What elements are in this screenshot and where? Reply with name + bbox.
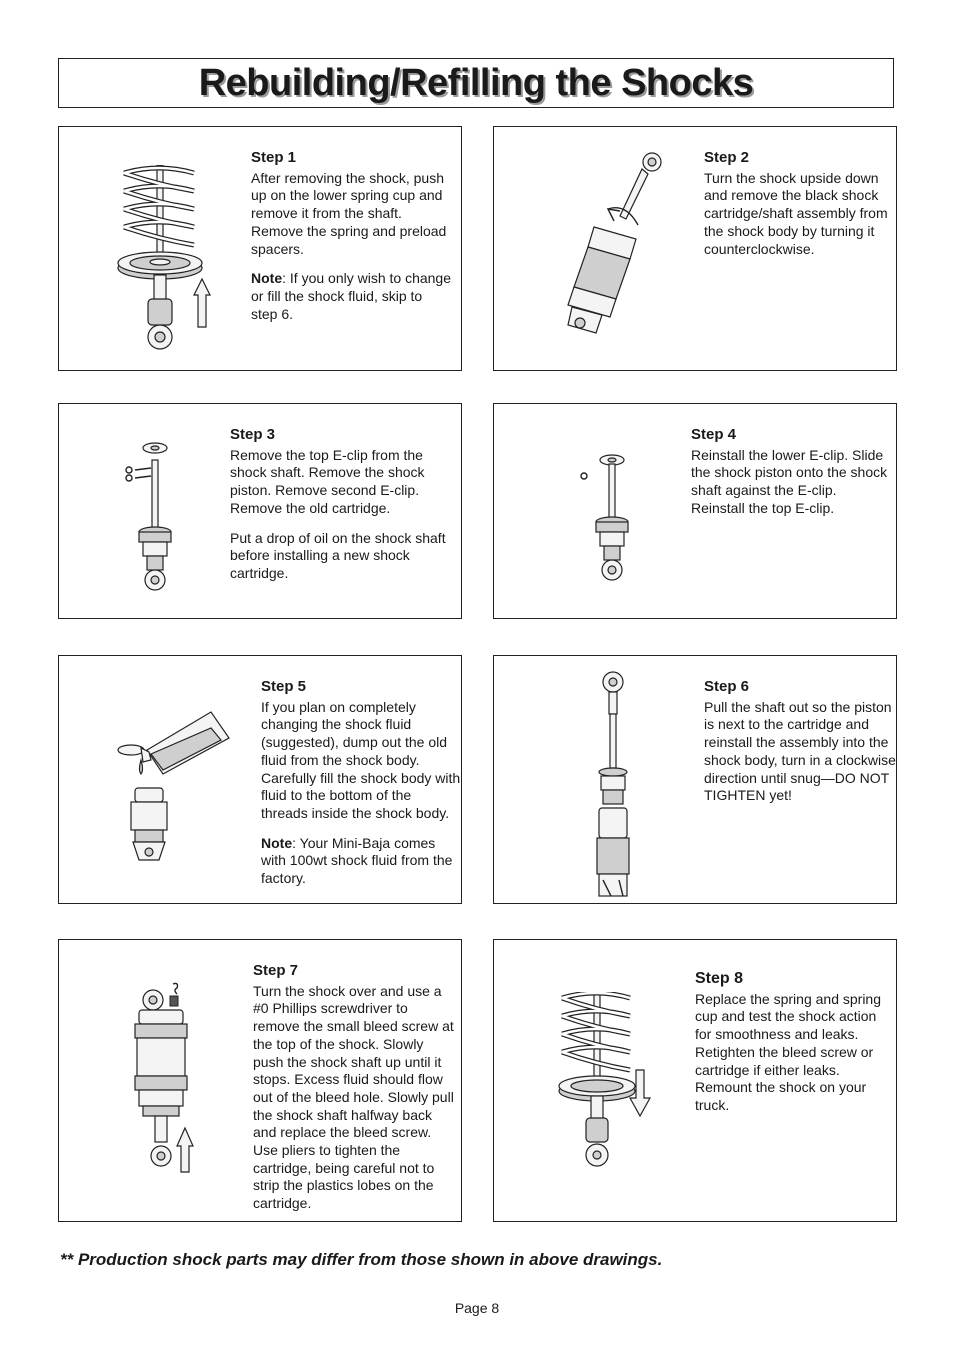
step-1-body: After removing the shock, push up on the lower spring cup and remove it from the shaft. Remove the spring and preload spacers. bbox=[251, 169, 447, 257]
step-6-body: Pull the shaft out so the piston is next to the cartridge and reinstall the assembly into the shock body, turn in a clockwise direction until snug—DO NOT TIGHTEN yet! bbox=[704, 698, 896, 804]
step-3-extra: Put a drop of oil on the shock shaft before installing a new shock cartridge. bbox=[230, 529, 446, 581]
spring-replace-illustration bbox=[556, 992, 666, 1187]
step-5-body: If you plan on completely changing the shock fluid (suggested), dump out the old fluid from the shock body. Carefully fill the shock body with fluid to the bottom of the threads inside the shock body. bbox=[261, 698, 461, 821]
step-5-text bbox=[261, 678, 461, 888]
step-6-text bbox=[704, 678, 896, 805]
step-3-text bbox=[230, 426, 455, 583]
cartridge-removal-illustration bbox=[554, 147, 664, 342]
step-6-heading: Step 6 bbox=[704, 678, 750, 695]
step-5-panel bbox=[58, 655, 462, 904]
step-2-text bbox=[704, 149, 894, 258]
step-2-panel bbox=[493, 126, 897, 371]
arrow-up-icon bbox=[194, 279, 210, 327]
step-5-note-label: Note bbox=[261, 834, 293, 851]
spring-removal-illustration bbox=[114, 165, 274, 360]
step-1-heading: Step 1 bbox=[251, 149, 297, 166]
step-7-heading: Step 7 bbox=[253, 962, 299, 979]
piston-install-illustration bbox=[576, 450, 646, 590]
step-5-note bbox=[261, 835, 461, 888]
step-4-text bbox=[691, 426, 891, 518]
bleed-screw-illustration bbox=[129, 980, 209, 1180]
step-1-text bbox=[251, 149, 451, 323]
title-box bbox=[58, 58, 894, 108]
page-title: Rebuilding/Refilling the Shocks bbox=[198, 61, 754, 104]
assembly-install-illustration bbox=[589, 668, 649, 900]
step-8-heading: Step 8 bbox=[695, 970, 744, 987]
step-1-note-text: : If you only wish to change or fill the shock fluid, skip to step 6. bbox=[251, 270, 451, 322]
step-8-panel bbox=[493, 939, 897, 1222]
step-2-body: Turn the shock upside down and remove the black shock cartridge/shaft assembly from the shock body by turning it counterclockwise. bbox=[704, 169, 888, 257]
fluid-fill-illustration bbox=[111, 704, 241, 869]
arrow-up-icon bbox=[177, 1128, 193, 1172]
step-4-heading: Step 4 bbox=[691, 426, 737, 443]
piston-removal-illustration bbox=[119, 440, 189, 600]
step-7-panel bbox=[58, 939, 462, 1222]
step-2-heading: Step 2 bbox=[704, 149, 750, 166]
step-7-body: Turn the shock over and use a #0 Phillips screwdriver to remove the small bleed screw at the top of the shock. Slowly push the shock shaft up until it stops. Excess fluid should flow out of the bleed hole. Slowly pull the shock shaft halfway back and replace the bleed screw. Use pliers to tighten the cartridge, being careful not to strip the plastics lobes on the cartridge. bbox=[253, 982, 454, 1212]
page-number: Page 8 bbox=[454, 1300, 500, 1316]
step-1-note bbox=[251, 270, 451, 323]
step-7-text bbox=[253, 962, 457, 1213]
step-5-note-text: : Your Mini-Baja comes with 100wt shock fluid from the factory. bbox=[261, 834, 453, 887]
step-3-body: Remove the top E-clip from the shock shaft. Remove the shock piston. Remove second E-clip. Remove the old cartridge. bbox=[230, 446, 425, 516]
step-1-panel bbox=[58, 126, 462, 371]
step-8-text bbox=[695, 970, 893, 1115]
step-6-panel bbox=[493, 655, 897, 904]
step-8-body: Replace the spring and spring cup and test the shock action for smoothness and leaks. Retighten the bleed screw or cartridge if either leaks. Remount the shock on your truck. bbox=[695, 990, 882, 1113]
step-5-heading: Step 5 bbox=[261, 678, 307, 695]
step-3-panel bbox=[58, 403, 462, 619]
footnote: ** Production shock parts may differ from those shown in above drawings. bbox=[60, 1250, 663, 1269]
step-4-body: Reinstall the lower E-clip. Slide the shock piston onto the shock shaft against the E-clip. Reinstall the top E-clip. bbox=[691, 446, 888, 516]
step-1-note-label: Note bbox=[251, 270, 283, 287]
step-4-panel bbox=[493, 403, 897, 619]
step-3-heading: Step 3 bbox=[230, 426, 276, 443]
